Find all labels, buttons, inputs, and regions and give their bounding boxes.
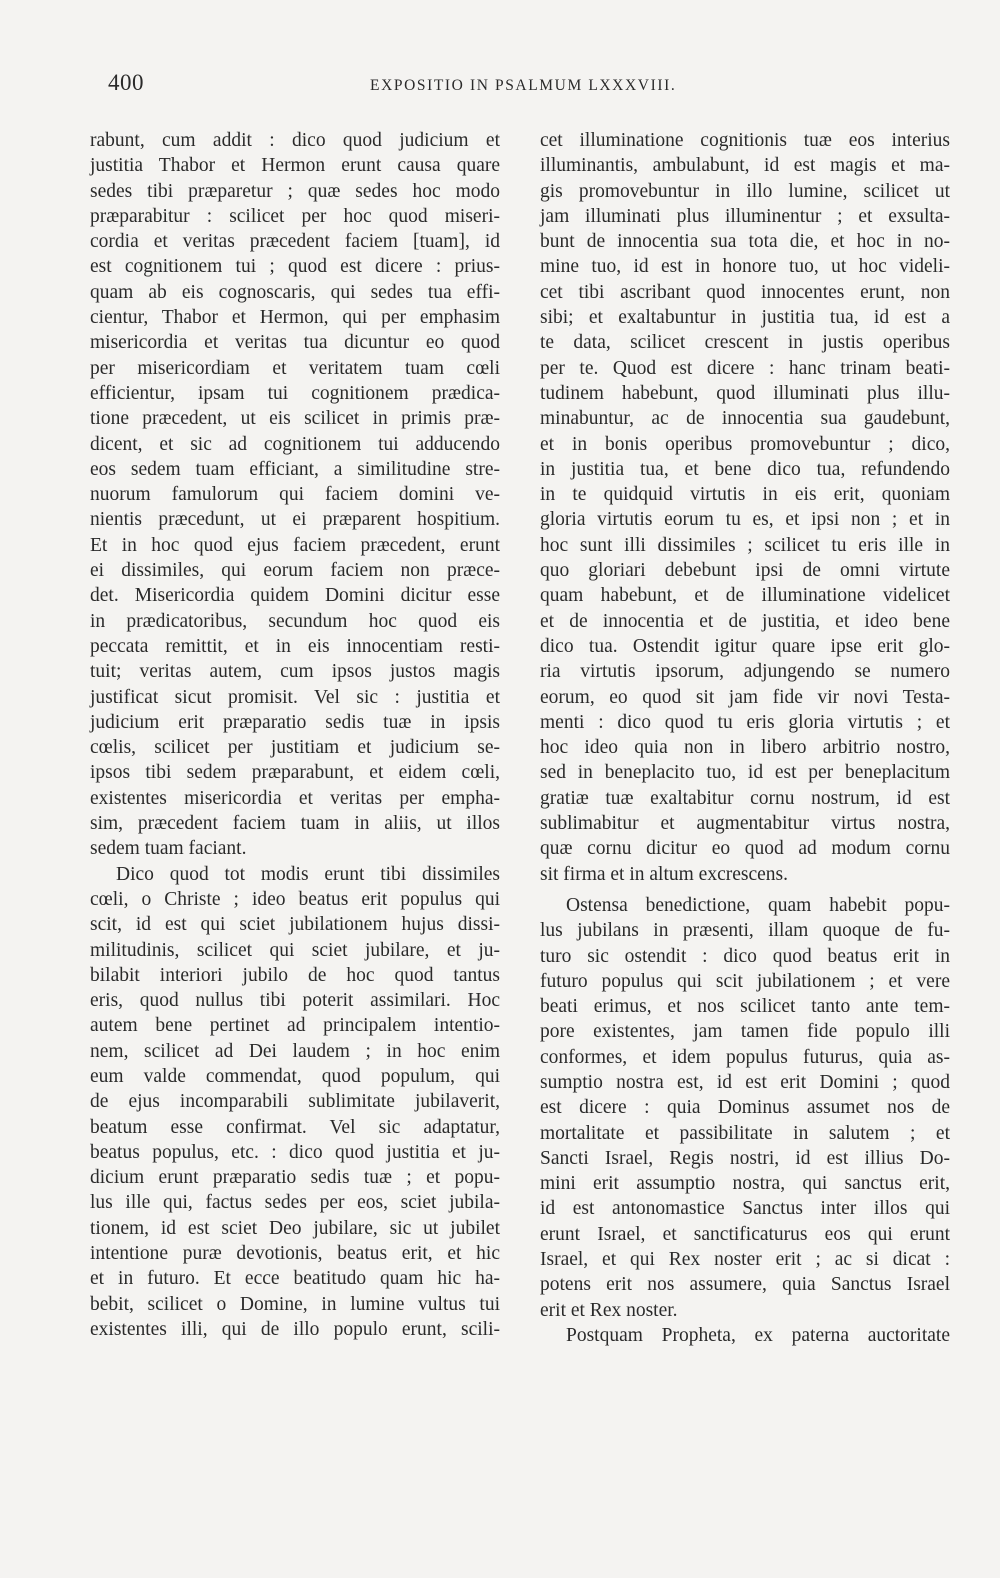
text-line: est dicere : quia Dominus assumet nos de (540, 1097, 950, 1119)
text-line: gratiæ tuæ exaltabitur cornu nostrum, id est (540, 787, 950, 809)
text-line: beatus populus, etc. : dico quod justitia et ju- (90, 1141, 500, 1163)
text-line: Ostensa benedictione, quam habebit popu- (566, 894, 950, 916)
text-line: autem bene pertinet ad principalem intentio- (90, 1015, 500, 1037)
text-line: id est antonomastice Sanctus inter illos qui (540, 1198, 950, 1220)
text-line: sibi; et exaltabuntur in justitia tua, id est a (540, 307, 950, 329)
text-line: det. Misericordia quidem Domini dicitur esse (90, 585, 500, 607)
text-line: per te. Quod est dicere : hanc trinam beati- (540, 357, 950, 379)
text-line: turo sic ostendit : dico quod beatus erit in (540, 945, 950, 967)
text-line: lus jubilans in præsenti, illam quoque de fu- (540, 920, 950, 942)
text-line: beatum esse confirmat. Vel sic adaptatur, (90, 1116, 500, 1138)
text-line: Postquam Propheta, ex paterna auctoritate (566, 1324, 950, 1346)
text-line: et in bonis operibus promovebuntur ; dico, (540, 433, 950, 455)
text-line: cet tibi ascribant quod innocentes erunt, non (540, 281, 950, 303)
text-line: te data, scilicet crescent in justis operibus (540, 332, 950, 354)
text-line: sit firma et in altum excrescens. (540, 863, 788, 885)
text-line: rabunt, cum addit : dico quod judicium et (90, 130, 500, 151)
text-line: tudinem habebunt, quod illuminati plus illu- (540, 382, 950, 404)
text-line: cet illuminatione cognitionis tuæ eos interius (540, 130, 950, 151)
text-line: judicium erit præparatio sedis tuæ in ipsis (90, 711, 500, 733)
text-line: mini erit assumptio nostra, qui sanctus erit, (540, 1173, 950, 1195)
text-line: gloria virtutis eorum tu es, et ipsi non ; et in (540, 509, 950, 531)
running-title: EXPOSITIO IN PSALMUM LXXXVIII. (370, 77, 677, 94)
text-line: scit, id est qui sciet jubilationem hujus dissi- (90, 914, 500, 936)
text-line: illuminantis, ambulabunt, id est magis et ma- (540, 155, 950, 177)
text-line: tionem, id est sciet Deo jubilare, sic ut jubilet (90, 1217, 500, 1239)
text-line: bilabit interiori jubilo de hoc quod tantus (90, 964, 500, 986)
text-line: et de innocentia et de justitia, et ideo bene (540, 610, 950, 632)
text-line: sed in beneplacito tuo, id est per beneplacitum (540, 762, 950, 784)
text-line: sumptio nostra est, id est erit Domini ; quod (540, 1071, 950, 1093)
text-line: justitia Thabor et Hermon erunt causa quare (90, 155, 500, 177)
text-line: sedem tuam faciant. (90, 838, 247, 860)
text-line: existentes illi, qui de illo populo erunt, scili- (90, 1318, 500, 1340)
text-line: hoc ideo quia non in libero arbitrio nostro, (540, 737, 950, 759)
text-line: Dico quod tot modis erunt tibi dissimiles (116, 863, 500, 885)
text-line: dico tua. Ostendit igitur quare ipse erit glo- (540, 635, 950, 657)
text-line: conformes, et idem populus futurus, quia as- (540, 1046, 950, 1068)
text-line: per misericordiam et veritatem tuam cœli (90, 357, 500, 379)
text-line: futuro populus qui scit jubilationem ; et vere (540, 970, 950, 992)
text-line: dicium erunt præparatio sedis tuæ ; et popu- (90, 1167, 500, 1189)
text-line: hoc sunt illi dissimiles ; scilicet tu eris ille in (540, 534, 950, 556)
text-line: cœli, o Christe ; ideo beatus erit populus qui (90, 888, 500, 910)
text-line: erunt Israel, et sanctificaturus eos qui erunt (540, 1223, 950, 1245)
page-number: 400 (108, 70, 144, 95)
text-line: ei dissimiles, qui eorum faciem non præce- (90, 560, 500, 582)
text-line: ria virtutis ipsorum, adjungendo se numero (540, 661, 950, 683)
text-line: justificat sicut promisit. Vel sic : justitia et (90, 686, 500, 708)
text-line: sublimabitur et augmentabitur virtus nostra, (540, 813, 950, 835)
text-line: dicent, et sic ad cognitionem tui adducendo (90, 433, 500, 455)
text-line: quo gloriari debebunt ipsi de omni virtute (540, 560, 950, 582)
text-line: ipsos tibi sedem præparabunt, et eidem cœli, (90, 762, 500, 784)
text-line: cordia et veritas præcedent faciem [tuam], id (90, 231, 500, 253)
text-line: erit et Rex noster. (540, 1299, 678, 1321)
right-text-column (540, 128, 950, 1348)
text-line: quæ cornu dicitur eo quod ad modum cornu (540, 838, 950, 860)
text-line: Israel, et qui Rex noster erit ; ac si dicat : (540, 1249, 950, 1271)
text-line: eorum, eo quod sit jam fide vir novi Testa- (540, 686, 950, 708)
text-line: quam habebunt, et de illuminatione videlicet (540, 585, 950, 607)
text-line: eos sedem tuam efficiant, a similitudine stre- (90, 458, 500, 480)
text-line: pore existentes, jam tamen fide populo illi (540, 1021, 950, 1043)
text-line: eris, quod nullus tibi poterit assimilari. Hoc (90, 990, 500, 1012)
text-line: præparabitur : scilicet per hoc quod miseri- (90, 205, 500, 227)
text-line: misericordia et veritas tua dicuntur eo quod (90, 332, 500, 354)
text-line: nuorum famulorum qui faciem domini ve- (90, 484, 500, 506)
left-text-column (90, 128, 500, 1342)
text-line: menti : dico quod tu eris gloria virtutis ; et (540, 711, 950, 733)
text-line: tuit; veritas autem, cum ipsos justos magis (90, 661, 500, 683)
text-line: beati erimus, et nos scilicet tanto ante tem- (540, 996, 950, 1018)
text-line: in prædicatoribus, secundum hoc quod eis (90, 610, 500, 632)
text-line: peccata remittit, et in eis innocentiam resti- (90, 635, 500, 657)
text-line: efficientur, ipsam tui cognitionem prædica- (90, 382, 500, 404)
text-line: potens erit nos assumere, quia Sanctus Israel (540, 1274, 950, 1296)
text-line: de ejus incomparabili sublimitate jubilaverit, (90, 1091, 500, 1113)
text-line: et in futuro. Et ecce beatitudo quam hic ha- (90, 1268, 500, 1290)
text-line: Et in hoc quod ejus faciem præcedent, erunt (90, 534, 500, 556)
text-line: Sancti Israel, Regis nostri, id est illius Do- (540, 1147, 950, 1169)
text-line: intentione puræ devotionis, beatus erit, et hic (90, 1243, 500, 1265)
text-line: sedes tibi præparetur ; quæ sedes hoc modo (90, 180, 500, 202)
text-line: nem, scilicet ad Dei laudem ; in hoc enim (90, 1040, 500, 1062)
text-line: militudinis, scilicet qui sciet jubilare, et ju- (90, 939, 500, 961)
text-line: in te quidquid virtutis in eis erit, quoniam (540, 484, 950, 506)
text-line: in justitia tua, et bene dico tua, refundendo (540, 458, 950, 480)
text-line: est cognitionem tui ; quod est dicere : prius- (90, 256, 500, 278)
text-line: existentes misericordia et veritas per empha- (90, 787, 500, 809)
text-line: minabuntur, ac de innocentia sua gaudebunt, (540, 408, 950, 430)
text-line: cœlis, scilicet per justitiam et judicium se- (90, 737, 500, 759)
text-line: bunt de innocentia sua tota die, et hoc in no- (540, 231, 950, 253)
text-line: eum valde commendat, quod populum, qui (90, 1065, 500, 1087)
text-line: quam ab eis cognoscaris, qui sedes tua effi- (90, 281, 500, 303)
text-line: gis promovebuntur in illo lumine, scilicet ut (540, 180, 950, 202)
text-line: cientur, Thabor et Hermon, qui per emphasim (90, 307, 500, 329)
text-line: tione præcedent, ut eis scilicet in primis præ- (90, 408, 500, 430)
text-line: sim, præcedent faciem tuam in aliis, ut illos (90, 813, 500, 835)
text-line: mortalitate et passibilitate in salutem ; et (540, 1122, 950, 1144)
text-line: nientis præcedunt, ut ei præparent hospitium. (90, 509, 500, 531)
text-line: bebit, scilicet o Domine, in lumine vultus tui (90, 1293, 500, 1315)
text-line: jam illuminati plus illuminentur ; et exsulta- (540, 205, 950, 227)
text-line: mine tuo, id est in honore tuo, ut hoc videli- (540, 256, 950, 278)
text-line: lus ille qui, factus sedes per eos, sciet jubila- (90, 1192, 500, 1214)
